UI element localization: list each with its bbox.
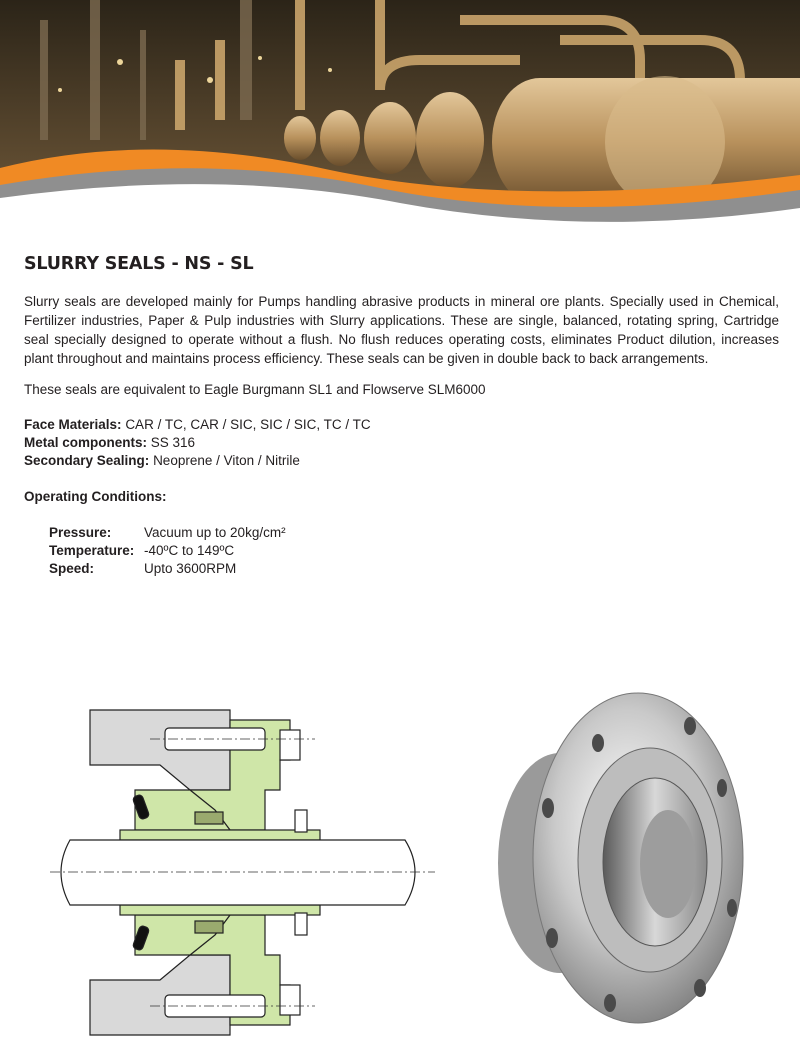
spec-metal-components <box>24 434 195 452</box>
condition-value-pressure: Vacuum up to 20kg/cm² <box>144 525 286 540</box>
spec-secondary-sealing <box>24 452 300 470</box>
condition-label-speed: Speed: <box>49 561 95 576</box>
cartridge-seal-photo <box>490 688 750 1028</box>
page-title: SLURRY SEALS - NS - SL <box>24 254 254 274</box>
banner-refinery-image <box>0 0 800 235</box>
condition-label-temperature: Temperature: <box>49 543 135 558</box>
spec-value: SS 316 <box>150 435 196 450</box>
seal-cross-section-drawing <box>40 690 440 1055</box>
spec-label: Metal components: <box>24 435 148 450</box>
condition-label-pressure: Pressure: <box>49 525 112 540</box>
spec-value: CAR / TC, CAR / SIC, SIC / SIC, TC / TC <box>125 417 371 432</box>
condition-value-temperature: -40ºC to 149ºC <box>144 543 235 558</box>
spec-label: Face Materials: <box>24 417 122 432</box>
spec-face-materials <box>24 416 371 434</box>
operating-conditions-heading: Operating Conditions: <box>24 489 167 504</box>
spec-value: Neoprene / Viton / Nitrile <box>153 453 300 468</box>
description-paragraph: Slurry seals are developed mainly for Pumps handling abrasive products in mineral ore plants. Specially used in Chemical, Fertilizer industries, Paper & Pulp industries with Slurry applications. These are single, balanced, rotating spring, Cartridge seal specially designed to operate without a flush. No flush reduces operating costs, eliminates Product dilution, increases plant throughout and maintains process efficiency. These seals can be given in double back to back arrangements. <box>24 294 779 366</box>
spec-label: Secondary Sealing: <box>24 453 150 468</box>
equivalence-note: These seals are equivalent to Eagle Burgmann SL1 and Flowserve SLM6000 <box>24 382 486 397</box>
condition-value-speed: Upto 3600RPM <box>144 561 237 576</box>
